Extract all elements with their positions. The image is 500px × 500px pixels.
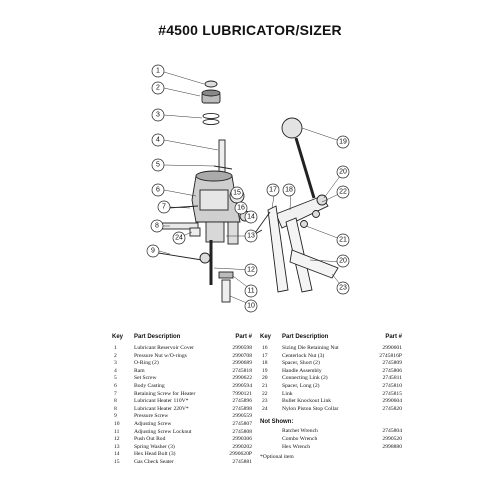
row-key: 22 — [262, 390, 268, 397]
callout-label-10: 10 — [247, 302, 255, 310]
row-part-number: 2990598 — [232, 345, 252, 351]
table-row — [260, 436, 402, 444]
row-part-number: 2745810 — [382, 382, 402, 389]
row-part-number: 2990604 — [382, 398, 402, 405]
callout-label-21: 21 — [339, 236, 347, 244]
callout-label-3: 3 — [156, 111, 160, 119]
table-row — [260, 383, 402, 391]
row-description: Combo Wrench — [282, 435, 318, 442]
parts-list-right — [260, 345, 402, 413]
row-description: Spacer, Long (2) — [282, 382, 320, 389]
row-part-number: 2990202 — [232, 443, 252, 450]
table-row — [112, 436, 252, 444]
row-part-number: 2990622 — [232, 375, 252, 382]
row-description: Gas Check Seater — [134, 458, 174, 465]
callout-label-6: 6 — [156, 186, 160, 194]
callout-label-16: 16 — [237, 204, 245, 212]
table-row — [260, 398, 402, 406]
table-row — [260, 406, 402, 414]
callout-label-24: 24 — [175, 234, 183, 242]
part-header: Part # — [385, 334, 402, 340]
row-part-number: 2990559 — [232, 413, 252, 420]
row-description: Lubricant Reservoir Cover — [134, 345, 194, 351]
callout-label-12: 12 — [247, 266, 255, 274]
row-description: Nylon Piston Stop Collar — [282, 405, 339, 412]
row-description: Adjusting Screw Locknut — [134, 428, 192, 435]
row-key: 15 — [114, 458, 120, 465]
row-part-number: 2745807 — [232, 420, 252, 427]
row-part-number: 2745816P — [379, 352, 402, 359]
table-row — [112, 368, 252, 376]
callout-label-15: 15 — [233, 189, 241, 197]
callout-label-22: 22 — [339, 188, 347, 196]
row-key: 9 — [114, 413, 117, 420]
table-row — [112, 345, 252, 353]
callout-label-5: 5 — [156, 161, 160, 169]
o-ring-part — [203, 113, 219, 118]
not-shown-list — [260, 428, 402, 451]
callout-label-1: 1 — [156, 67, 160, 75]
row-key: 14 — [114, 451, 120, 458]
row-part-number: 2990520 — [382, 435, 402, 442]
table-row — [112, 375, 252, 383]
row-part-number: 2745896 — [232, 398, 252, 405]
callout-label-11: 11 — [247, 287, 255, 295]
table-row — [112, 459, 252, 467]
parts-list-left — [112, 345, 252, 467]
row-part-number: 2990306 — [232, 436, 252, 443]
row-key: 16 — [262, 345, 268, 351]
parts-column-left — [112, 334, 252, 467]
row-key: 7 — [114, 390, 117, 397]
table-row — [112, 451, 252, 459]
table-row — [260, 345, 402, 353]
table-row — [112, 421, 252, 429]
row-description: Handle Assembly — [282, 367, 322, 374]
pressure-screw-part — [152, 252, 202, 260]
table-row — [260, 444, 402, 452]
callout-label-23: 23 — [339, 284, 347, 292]
row-part-number: 2745806 — [382, 367, 402, 374]
row-description: Hex Head Bolt (3) — [134, 451, 176, 458]
row-description: Pressure Screw — [134, 413, 169, 420]
row-description: O-Ring (2) — [134, 360, 159, 367]
optional-footnote: *Optional item — [260, 454, 294, 461]
table-row — [112, 429, 252, 437]
table-row — [112, 444, 252, 452]
row-key: 1 — [114, 345, 117, 351]
callout-label-4: 4 — [156, 136, 160, 144]
row-key: 23 — [262, 398, 268, 405]
row-description: Lubricant Heater 110V* — [134, 398, 189, 405]
row-key: 8 — [114, 405, 117, 412]
row-description: Ram — [134, 367, 145, 374]
key-header: Key — [112, 334, 124, 340]
callout-label-2: 2 — [156, 84, 160, 92]
row-key: 11 — [114, 428, 120, 435]
row-key: 4 — [114, 367, 117, 374]
callout-label-20: 20 — [339, 168, 347, 176]
row-key: 6 — [114, 382, 117, 389]
row-description: Retaining Screw for Heater — [134, 390, 196, 397]
row-description: Push Out Rod — [134, 436, 166, 443]
parts-column-right — [260, 334, 402, 461]
row-description: Centerlock Nut (3) — [282, 352, 325, 359]
row-description: Spacer, Short (2) — [282, 360, 320, 367]
table-row — [112, 413, 252, 421]
table-row — [260, 428, 402, 436]
adjusting-screw-part — [222, 280, 230, 302]
description-header: Part Description — [134, 334, 181, 340]
row-part-number: 2745820 — [382, 405, 402, 412]
row-part-number: 2745809 — [382, 360, 402, 367]
row-description: Body Casting — [134, 382, 165, 389]
row-part-number: 2745808 — [232, 428, 252, 435]
part-header: Part # — [235, 334, 252, 340]
row-key: 18 — [262, 360, 268, 367]
row-part-number: 2745811 — [382, 375, 402, 382]
row-description: Ratchet Wrench — [282, 428, 318, 435]
callout-label-18: 18 — [285, 186, 293, 194]
row-description: Spring Washer (3) — [134, 443, 175, 450]
row-key: 19 — [262, 367, 268, 374]
row-description: Set Screw — [134, 375, 157, 382]
row-description: Connecting Link (2) — [282, 375, 328, 382]
row-description: Adjusting Screw — [134, 420, 172, 427]
row-part-number: 2990601 — [382, 345, 402, 351]
row-description: Lubricant Heater 220V* — [134, 405, 189, 412]
row-part-number: 2990620P — [229, 451, 252, 458]
row-part-number: 7990121 — [232, 390, 252, 397]
row-key: 5 — [114, 375, 117, 382]
row-description: Sizing Die Retaining Nut — [282, 345, 339, 351]
row-key: 21 — [262, 382, 268, 389]
row-part-number: 2998880 — [382, 443, 402, 450]
callout-label-14: 14 — [247, 213, 255, 221]
row-part-number: 2990689 — [232, 360, 252, 367]
row-part-number: 2745881 — [232, 458, 252, 465]
row-key: 12 — [114, 436, 120, 443]
row-part-number: 2745804 — [382, 428, 402, 435]
row-key: 3 — [114, 360, 117, 367]
row-key: 24 — [262, 405, 268, 412]
callout-label-13: 13 — [247, 232, 255, 240]
row-part-number: 2990594 — [232, 382, 252, 389]
row-key: 10 — [114, 420, 120, 427]
handle-ball-part — [282, 118, 302, 138]
table-row — [112, 391, 252, 399]
reservoir-cover-part — [205, 81, 217, 87]
callout-label-19: 19 — [339, 138, 347, 146]
row-part-number: 2745898 — [232, 405, 252, 412]
table-row — [260, 375, 402, 383]
row-key: 20 — [262, 375, 268, 382]
page-title: #4500 LUBRICATOR/SIZER — [158, 22, 342, 38]
row-key: 13 — [114, 443, 120, 450]
row-description: Link — [282, 390, 293, 397]
table-row — [112, 398, 252, 406]
row-description: Bullet Knockout Link — [282, 398, 332, 405]
table-header-right — [260, 334, 402, 345]
table-row — [112, 406, 252, 414]
table-row — [112, 383, 252, 391]
callout-label-9: 9 — [151, 247, 155, 255]
row-key: 8 — [114, 398, 117, 405]
row-part-number: 2745815 — [382, 390, 402, 397]
row-key: 17 — [262, 352, 268, 359]
not-shown-heading: Not Shown: — [260, 419, 294, 426]
callout-label-17: 17 — [269, 186, 277, 194]
table-header-left — [112, 334, 252, 345]
row-part-number: 2745818 — [232, 367, 252, 374]
row-key: 2 — [114, 352, 117, 359]
callout-label-8: 8 — [155, 222, 159, 230]
row-part-number: 2990708 — [232, 352, 252, 359]
row-description: Pressure Nut w/O-rings — [134, 352, 187, 359]
callout-label-20b: 20 — [339, 257, 347, 265]
description-header: Part Description — [282, 334, 329, 340]
table-row — [260, 391, 402, 399]
key-header: Key — [260, 334, 272, 340]
table-row — [112, 360, 252, 368]
callout-label-7: 7 — [162, 203, 166, 211]
row-description: Hex Wrench — [282, 443, 311, 450]
table-row — [112, 353, 252, 361]
table-row — [260, 360, 402, 368]
